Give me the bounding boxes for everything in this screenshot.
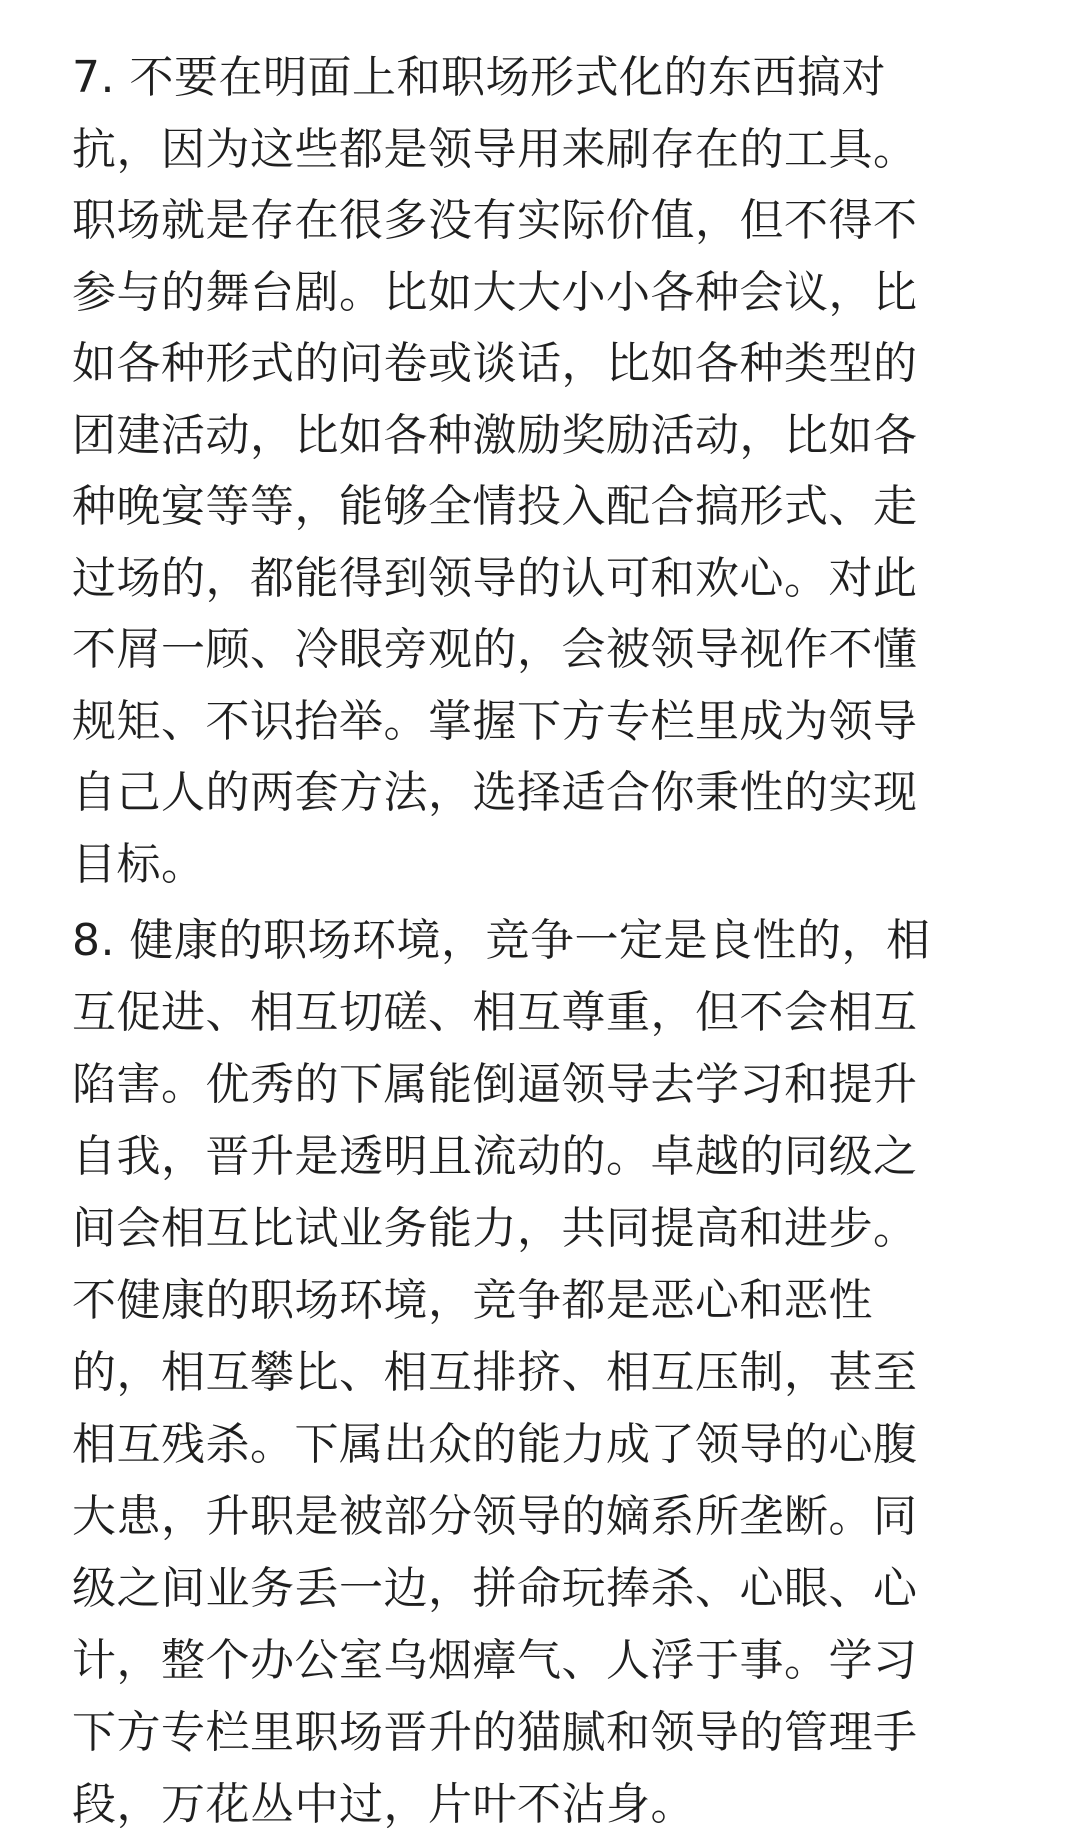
paragraph-8: [72, 905, 1032, 1841]
text-line: 7. 不要在明面上和职场形式化的东西搞对: [72, 52, 886, 103]
text-line: 的，相互攀比、相互排挤、相互压制，甚至: [72, 1347, 918, 1398]
text-line: 计，整个办公室乌烟瘴气、人浮于事。学习: [72, 1635, 918, 1686]
text-line: 下方专栏里职场晋升的猫腻和领导的管理手: [72, 1707, 918, 1758]
text-line: 种晚宴等等，能够全情投入配合搞形式、走: [72, 481, 918, 532]
text-line: 8. 健康的职场环境，竞争一定是良性的，相: [72, 915, 931, 966]
text-line: 职场就是存在很多没有实际价值，但不得不: [72, 195, 918, 246]
text-line: 自我，晋升是透明且流动的。卓越的同级之: [72, 1131, 918, 1182]
text-line: 段，万花丛中过，片叶不沾身。: [72, 1779, 695, 1830]
text-line: 互促进、相互切磋、相互尊重，但不会相互: [72, 987, 918, 1038]
text-line: 团建活动，比如各种激励奖励活动，比如各: [72, 409, 918, 461]
text-line: 过场的，都能得到领导的认可和欢心。对此: [72, 552, 918, 604]
text-line: 参与的舞台剧。比如大大小小各种会议，比: [72, 266, 918, 318]
text-line: 如各种形式的问卷或谈话，比如各种类型的: [72, 338, 918, 389]
text-line: 级之间业务丢一边，拼命玩捧杀、心眼、心: [72, 1563, 918, 1614]
text-line: 大患，升职是被部分领导的嫡系所垄断。同: [72, 1491, 918, 1542]
text-line: 目标。: [72, 838, 206, 890]
text-line: 规矩、不识抬举。掌握下方专栏里成为领导: [72, 695, 918, 747]
text-line: 不屑一顾、冷眼旁观的，会被领导视作不懂: [72, 624, 918, 675]
text-line: 抗，因为这些都是领导用来刷存在的工具。: [72, 123, 918, 175]
text-line: 间会相互比试业务能力，共同提高和进步。: [72, 1203, 918, 1254]
text-line: 相互残杀。下属出众的能力成了领导的心腹: [72, 1419, 918, 1470]
paragraph-7: [72, 42, 1032, 900]
text-line: 陷害。优秀的下属能倒逼领导去学习和提升: [72, 1059, 918, 1110]
text-line: 自己人的两套方法，选择适合你秉性的实现: [72, 767, 918, 818]
text-line: 不健康的职场环境，竞争都是恶心和恶性: [72, 1275, 873, 1326]
